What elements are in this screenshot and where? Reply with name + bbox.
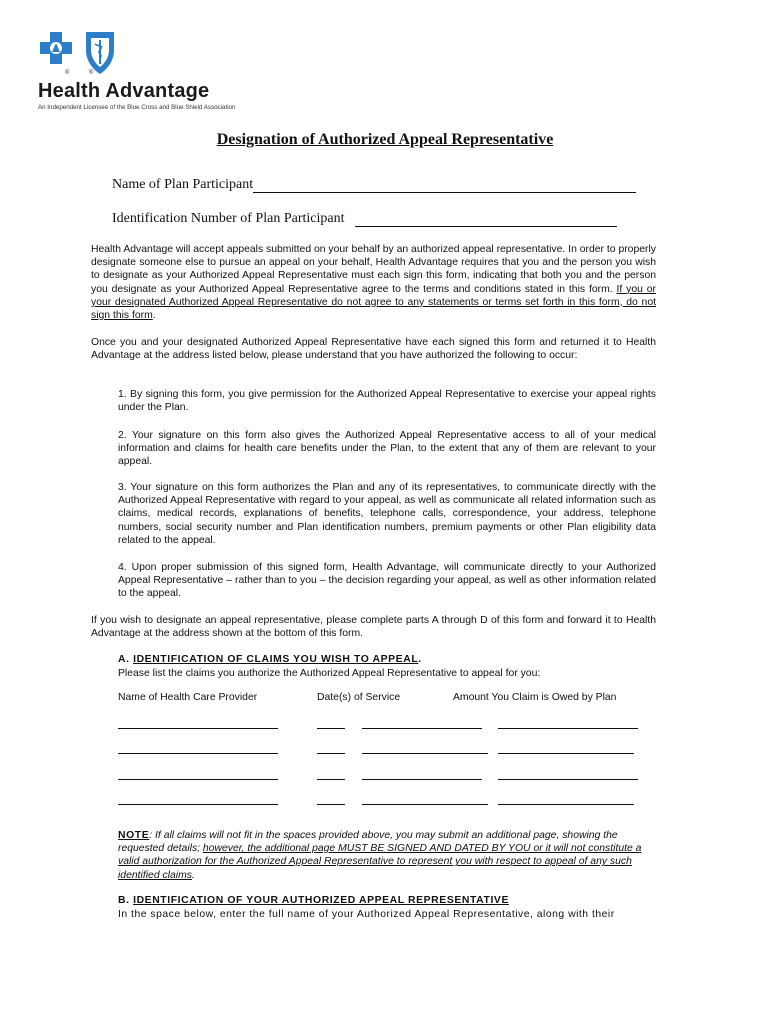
shield-icon (86, 32, 114, 74)
brand-tagline: An Independent Licensee of the Blue Cross and Blue Shield Association (38, 104, 236, 111)
brand-name: Health Advantage (38, 80, 210, 102)
date-to-line-2[interactable] (362, 753, 488, 754)
participant-id-line[interactable] (355, 214, 617, 227)
provider-line-1[interactable] (118, 728, 278, 729)
section-b-instruction: In the space below, enter the full name of your Authorized Appeal Representative, along with their (118, 909, 615, 920)
date-from-line-1[interactable] (317, 728, 345, 729)
participant-id-field[interactable] (112, 211, 617, 227)
date-from-line-3[interactable] (317, 779, 345, 780)
provider-line-4[interactable] (118, 804, 278, 805)
list-item: 1. By signing this form, you give permission for the Authorized Appeal Representative to exercise your appeal rights under the Plan. (118, 389, 656, 414)
participant-id-label: Identification Number of Plan Participant (112, 211, 345, 226)
column-header-provider: Name of Health Care Provider (118, 692, 258, 703)
date-to-line-4[interactable] (362, 804, 488, 805)
amount-line-4[interactable] (498, 804, 634, 805)
bcbs-logo (38, 30, 118, 83)
section-b-heading: B. IDENTIFICATION OF YOUR AUTHORIZED APPEAL REPRESENTATIVE (118, 895, 509, 906)
amount-line-1[interactable] (498, 728, 638, 729)
cross-icon (40, 32, 72, 64)
date-from-line-2[interactable] (317, 753, 345, 754)
amount-line-3[interactable] (498, 779, 638, 780)
participant-name-field[interactable] (112, 177, 636, 193)
date-from-line-4[interactable] (317, 804, 345, 805)
provider-line-3[interactable] (118, 779, 278, 780)
column-header-dates: Date(s) of Service (317, 692, 401, 703)
section-a-heading: A. IDENTIFICATION OF CLAIMS YOU WISH TO APPEAL. (118, 654, 422, 665)
claims-note: NOTE: If all claims will not fit in the spaces provided above, you may submit an additional page, showing the requested details; however, the additional page MUST BE SIGNED AND DATED BY YOU or it will not constitute a valid authorization for the Authorized Appeal Representative to represent you with respect to appeal of any such identified claims. (118, 830, 642, 881)
list-item: 3. Your signature on this form authorizes the Plan and any of its representatives, to communicate directly with the Authorized Appeal Representative with regard to your appeal, as well as communicate all related information such as claims, medical records, explanations of benefits, telephone calls, correspondence, your address, telephone numbers, social security number and Plan identification numbers, premium payments or other Plan eligibility data related to the appeal. (118, 482, 656, 546)
registered-mark: ® (65, 70, 70, 76)
list-item: 2. Your signature on this form also gives the Authorized Appeal Representative access to all of your medical information and claims for health care benefits under the Plan, to the extent that any of them are relevant to your appeal. (118, 430, 656, 468)
participant-name-line[interactable] (253, 180, 636, 193)
page-title: Designation of Authorized Appeal Representative (216, 131, 554, 148)
date-to-line-1[interactable] (362, 728, 482, 729)
amount-line-2[interactable] (498, 753, 634, 754)
provider-line-2[interactable] (118, 753, 278, 754)
section-a-instruction: Please list the claims you authorize the Authorized Appeal Representative to appeal for you: (118, 668, 541, 679)
column-header-amount: Amount You Claim is Owed by Plan (453, 692, 617, 703)
svg-text:®: ® (89, 70, 94, 76)
list-item: 4. Upon proper submission of this signed form, Health Advantage, will communicate directly to your Authorized Appeal Representative – rather than to you – the decision regarding your appeal, as well as other information related to the appeal. (118, 562, 656, 600)
date-to-line-3[interactable] (362, 779, 482, 780)
once-paragraph: Once you and your designated Authorized Appeal Representative have each signed this form and returned it to Health Advantage at the address listed below, please understand that you have authorized the following to occur: (91, 337, 656, 362)
designate-paragraph: If you wish to designate an appeal representative, please complete parts A through D of this form and forward it to Health Advantage at the address shown at the bottom of this form. (91, 615, 656, 640)
intro-paragraph: Health Advantage will accept appeals submitted on your behalf by an authorized appeal representative. In order to properly designate someone else to pursue an appeal on your behalf, Health Advantage requires that you and the person you wish to designate as your Authorized Appeal Representative must each sign this form, indicating that both you and the person you designate as your Authorized Appeal Representative agree to the terms and conditions stated in this form. If you or your designated Authorized Appeal Representative do not agree to any statements or terms set forth in this form, do not sign this form. (91, 244, 656, 322)
participant-name-label: Name of Plan Participant (112, 177, 254, 192)
